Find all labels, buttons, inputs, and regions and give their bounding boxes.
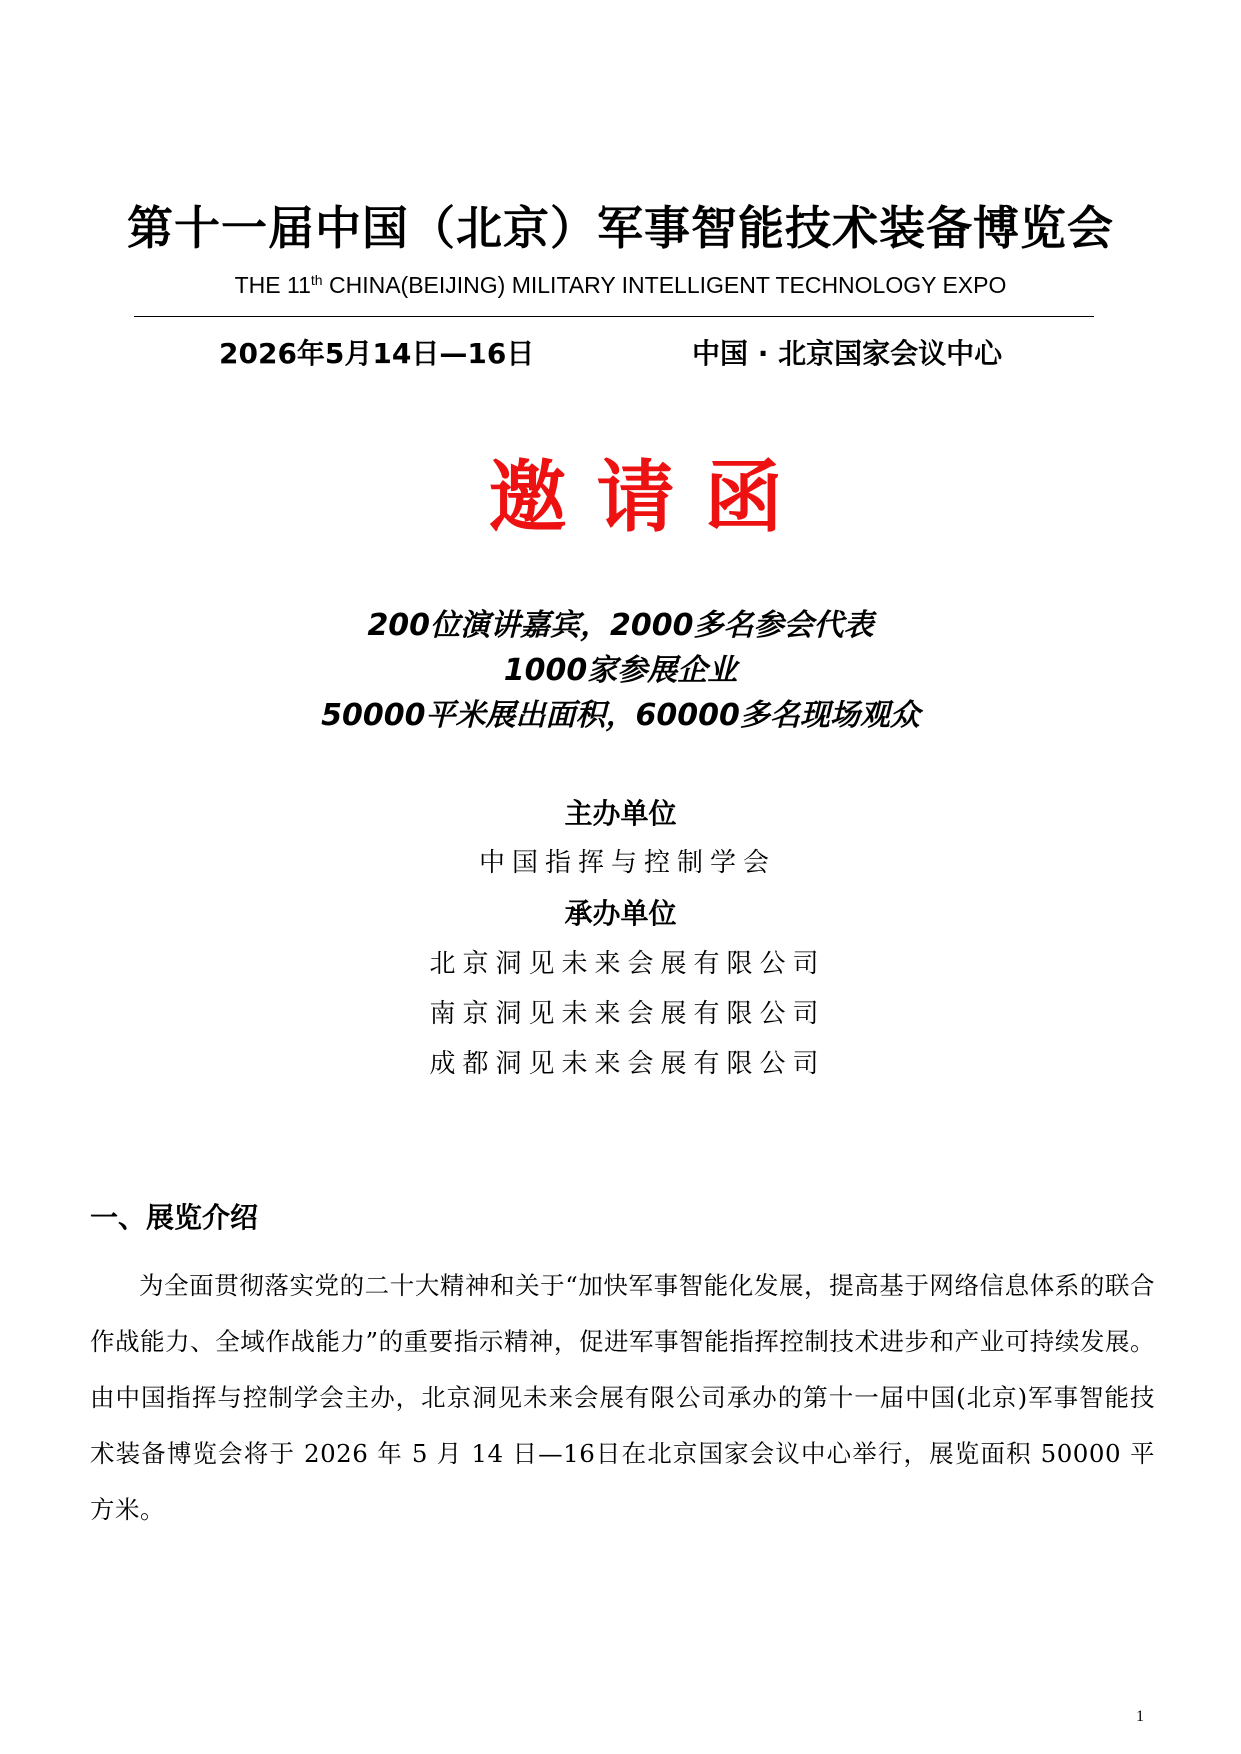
organizer-name: 成都洞见未来会展有限公司 — [429, 1049, 826, 1079]
highlight-line: 50000平米展出面积，60000多名现场观众 — [321, 698, 920, 733]
header-divider — [134, 316, 1094, 317]
organizer-name: 南京洞见未来会展有限公司 — [429, 999, 826, 1029]
host-label: 主办单位 — [564, 797, 677, 830]
event-venue: 中国 · 北京国家会议中心 — [692, 337, 1003, 370]
host-name: 中国指挥与控制学会 — [478, 848, 776, 878]
english-subtitle — [0, 272, 1241, 299]
organizer-label: 承办单位 — [564, 897, 677, 930]
highlight-line: 200位演讲嘉宾，2000多名参会代表 — [367, 608, 874, 643]
highlight-line: 1000家参展企业 — [503, 653, 738, 688]
section-heading: 一、展览介绍 — [90, 1201, 259, 1234]
page-number: 1 — [1136, 1708, 1144, 1725]
event-date: 2026年5月14日—16日 — [219, 337, 535, 370]
organizer-name: 北京洞见未来会展有限公司 — [429, 949, 826, 979]
intro-paragraph: 为全面贯彻落实党的二十大精神和关于“加快军事智能化发展，提高基于网络信息体系的联合作战能力、全域作战能力”的重要指示精神，促进军事智能指挥控制技术进步和产业可持续发展。由中国指挥与控制学会主办，北京洞见未来会展有限公司承办的第十一届中国(北京)军事智能技术装备博览会将于 2026 年 5 月 14 日—16日在北京国家会议中心举行，展览面积 50000 平方米。 — [90, 1271, 1155, 1524]
subtitle-rest: CHINA(BEIJING) MILITARY INTELLIGENT TECHNOLOGY EXPO — [322, 272, 1007, 298]
invitation-title: 邀请函 — [488, 452, 813, 543]
subtitle-superscript: th — [310, 272, 323, 288]
subtitle-prefix: THE 11 — [234, 272, 311, 298]
page-title: 第十一届中国（北京）军事智能技术装备博览会 — [127, 201, 1114, 255]
